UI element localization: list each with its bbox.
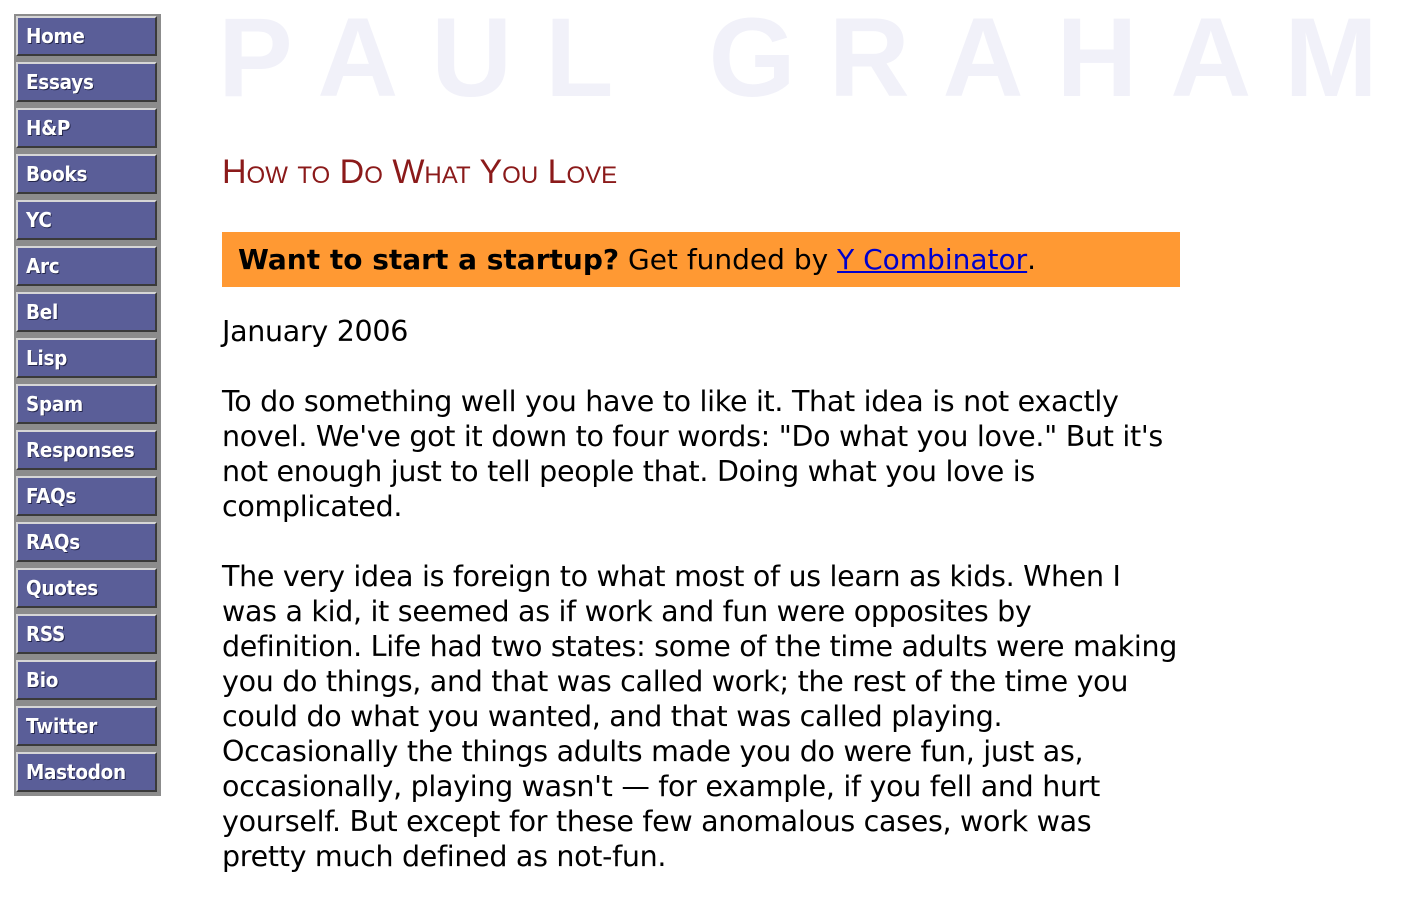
nav-button-face bbox=[16, 614, 157, 654]
nav-item-label: Mastodon bbox=[26, 760, 126, 784]
nav-item-label: Lisp bbox=[26, 346, 68, 370]
nav-item-label: Quotes bbox=[26, 576, 98, 600]
nav-button-face bbox=[16, 108, 157, 148]
nav-item-label: Home bbox=[26, 24, 85, 48]
page-title: How to Do What You Love bbox=[222, 153, 618, 191]
nav-item-label: Twitter bbox=[26, 714, 98, 738]
nav-button-face bbox=[16, 568, 157, 608]
nav-item-home[interactable] bbox=[14, 14, 161, 60]
nav-button-face bbox=[16, 16, 157, 56]
nav-item-arc[interactable] bbox=[14, 244, 161, 290]
nav-item-label: FAQs bbox=[26, 484, 77, 508]
nav-item-quotes[interactable] bbox=[14, 566, 161, 612]
nav-item-label: RAQs bbox=[26, 530, 80, 554]
nav-item-label: Responses bbox=[26, 438, 135, 462]
nav-button-face bbox=[16, 752, 157, 792]
nav-button-face bbox=[16, 384, 157, 424]
nav-button-face bbox=[16, 200, 157, 240]
nav-button-face bbox=[16, 522, 157, 562]
essay-date: January 2006 bbox=[222, 315, 409, 348]
nav-button-face bbox=[16, 476, 157, 516]
nav-button-face bbox=[16, 338, 157, 378]
essay-paragraph: The very idea is foreign to what most of us learn as kids. When I was a kid, it seemed as if work and fun were opposites by definition. Life had two states: some of the time adults were making you do things, and that was called work; the rest of the time you could do what you wanted, and that was called playing. Occasionally the things adults made you do were fun, just as, occasionally, playing wasn't — for example, if you fell and hurt yourself. But except for these few anomalous cases, work was pretty much defined as not-fun. bbox=[222, 560, 1178, 873]
essay-content bbox=[222, 314, 1180, 909]
nav-item-raqs[interactable] bbox=[14, 520, 161, 566]
nav-item-lisp[interactable] bbox=[14, 336, 161, 382]
site-logo: PAUL GRAHAM bbox=[218, 0, 1411, 120]
nav-button-face bbox=[16, 430, 157, 470]
nav-item-label: H&P bbox=[26, 116, 71, 140]
essay-paragraph: To do something well you have to like it. That idea is not exactly novel. We've got it down to four words: "Do what you love." But it's not enough just to tell people that. Doing what you love is complicated. bbox=[222, 385, 1163, 523]
nav-button-face bbox=[16, 706, 157, 746]
nav-item-twitter[interactable] bbox=[14, 704, 161, 750]
nav-item-label: RSS bbox=[26, 622, 66, 646]
promo-suffix: . bbox=[1027, 243, 1037, 276]
nav-item-responses[interactable] bbox=[14, 428, 161, 474]
nav-item-spam[interactable] bbox=[14, 382, 161, 428]
y-combinator-link[interactable]: Y Combinator bbox=[837, 243, 1028, 276]
nav-item-rss[interactable] bbox=[14, 612, 161, 658]
site-nav bbox=[14, 14, 161, 796]
nav-item-mastodon[interactable] bbox=[14, 750, 161, 796]
nav-item-hp[interactable] bbox=[14, 106, 161, 152]
nav-button-face bbox=[16, 154, 157, 194]
nav-item-faqs[interactable] bbox=[14, 474, 161, 520]
nav-item-label: YC bbox=[26, 208, 52, 232]
nav-item-bio[interactable] bbox=[14, 658, 161, 704]
nav-button-face bbox=[16, 292, 157, 332]
nav-item-books[interactable] bbox=[14, 152, 161, 198]
nav-item-essays[interactable] bbox=[14, 60, 161, 106]
nav-item-yc[interactable] bbox=[14, 198, 161, 244]
nav-button-face bbox=[16, 62, 157, 102]
nav-button-face bbox=[16, 246, 157, 286]
nav-item-label: Essays bbox=[26, 70, 94, 94]
nav-item-label: Books bbox=[26, 162, 88, 186]
nav-item-label: Spam bbox=[26, 392, 83, 416]
nav-item-label: Bel bbox=[26, 300, 58, 324]
promo-text: Get funded by bbox=[619, 243, 838, 276]
promo-headline: Want to start a startup? bbox=[238, 243, 620, 276]
nav-item-bel[interactable] bbox=[14, 290, 161, 336]
nav-item-label: Bio bbox=[26, 668, 59, 692]
nav-item-label: Arc bbox=[26, 254, 60, 278]
nav-button-face bbox=[16, 660, 157, 700]
promo-banner bbox=[222, 232, 1180, 287]
